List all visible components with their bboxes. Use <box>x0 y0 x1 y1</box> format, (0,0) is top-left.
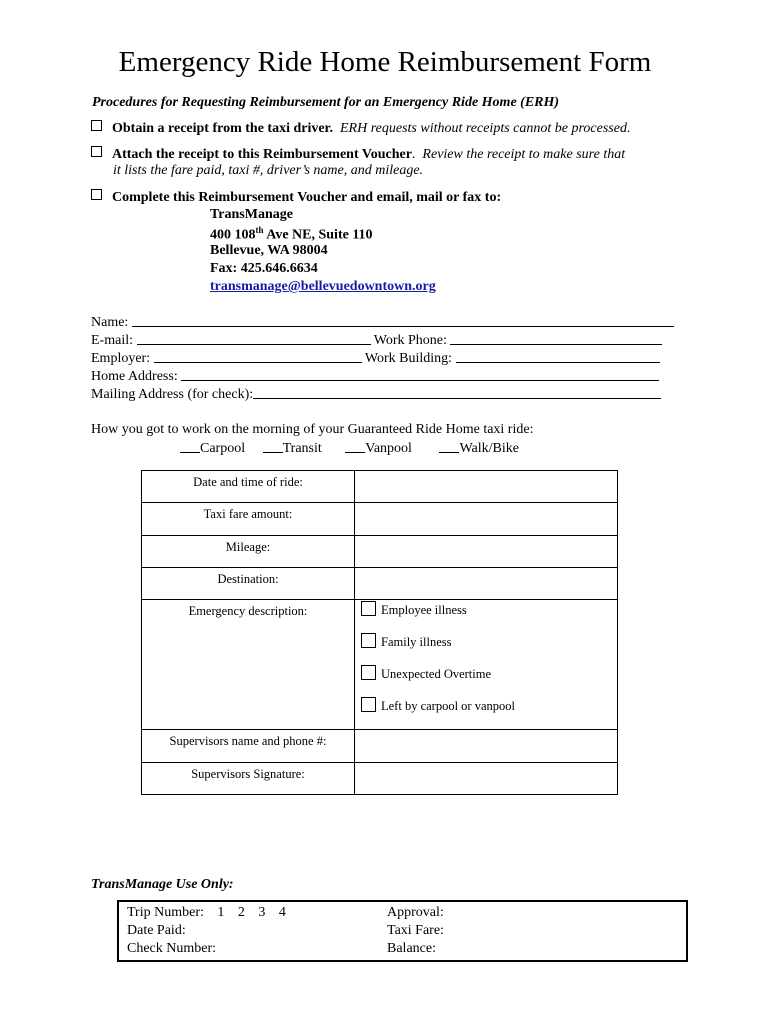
checkbox-icon <box>91 120 102 131</box>
table-row <box>142 600 618 730</box>
supervisor-signature-label: Supervisors Signature: <box>142 763 355 795</box>
trip-option[interactable]: 2 <box>237 905 245 920</box>
table-row <box>142 536 618 568</box>
street-sup: th <box>255 225 264 235</box>
table-row <box>142 730 618 763</box>
home-address-label: Home Address: <box>91 369 178 384</box>
step-1-note: ERH requests without receipts cannot be processed. <box>340 121 631 136</box>
destination-label: Destination: <box>142 568 355 600</box>
trip-option[interactable]: 3 <box>258 905 266 920</box>
address-city: Bellevue, WA 98004 <box>210 243 328 258</box>
mailing-address-label: Mailing Address (for check): <box>91 387 254 402</box>
option-label: Employee illness <box>381 603 467 617</box>
trip-option[interactable]: 4 <box>278 905 286 920</box>
option-label: Family illness <box>381 635 452 649</box>
commute-carpool: Carpool <box>200 441 246 456</box>
checkbox-icon[interactable] <box>361 665 376 680</box>
mileage-label: Mileage: <box>142 536 355 568</box>
work-phone-label: Work Phone: <box>373 333 447 348</box>
email-label: E-mail: <box>91 333 133 348</box>
employer-label: Employer: <box>91 351 151 366</box>
option-label: Unexpected Overtime <box>381 667 492 681</box>
page-title: Emergency Ride Home Reimbursement Form <box>118 46 652 78</box>
option-left-by-carpool[interactable] <box>355 697 617 729</box>
vanpool-blank[interactable] <box>345 440 365 453</box>
carpool-blank[interactable] <box>180 440 200 453</box>
date-time-input[interactable] <box>355 471 618 503</box>
supervisor-name-input[interactable] <box>355 730 618 763</box>
check-number-label: Check Number: <box>127 941 217 956</box>
office-use-heading: TransManage Use Only: <box>91 877 234 892</box>
walk-bike-blank[interactable] <box>439 440 459 453</box>
work-building-label: Work Building: <box>364 351 453 366</box>
commute-transit: Transit <box>282 441 322 456</box>
commute-question: How you got to work on the morning of your Guaranteed Ride Home taxi ride: <box>91 422 534 437</box>
commute-walk-bike: Walk/Bike <box>459 441 519 456</box>
checkbox-icon <box>91 189 102 200</box>
option-label: Left by carpool or vanpool <box>381 699 515 713</box>
mailing-address-field[interactable] <box>91 386 661 403</box>
work-building-input-line[interactable] <box>456 350 660 363</box>
name-label: Name: <box>91 315 129 330</box>
address-org: TransManage <box>210 207 293 222</box>
street-number: 400 108 <box>210 227 256 243</box>
option-employee-illness[interactable] <box>355 601 617 633</box>
employer-field[interactable] <box>91 350 660 367</box>
checkbox-icon <box>91 146 102 157</box>
approval-label: Approval: <box>387 905 444 920</box>
table-row <box>142 503 618 536</box>
date-time-label: Date and time of ride: <box>142 471 355 503</box>
step-2: Attach the receipt to this Reimbursement Voucher. Review the receipt to make sure that <box>91 146 625 163</box>
address-street <box>210 225 373 244</box>
email-field[interactable] <box>91 332 662 349</box>
destination-input[interactable] <box>355 568 618 600</box>
address-email-link[interactable]: transmanage@bellevuedowntown.org <box>210 279 436 294</box>
emergency-options <box>355 600 618 730</box>
step-3 <box>91 189 501 206</box>
taxi-fare-label: Taxi Fare: <box>387 923 444 938</box>
table-row <box>142 471 618 503</box>
checkbox-icon[interactable] <box>361 697 376 712</box>
emergency-label: Emergency description: <box>142 600 355 730</box>
trip-number-label: Trip Number: <box>127 905 204 920</box>
name-input-line[interactable] <box>132 314 674 327</box>
home-address-input-line[interactable] <box>181 368 659 381</box>
procedures-heading: Procedures for Requesting Reimbursement for an Emergency Ride Home (ERH) <box>92 95 560 110</box>
checkbox-icon[interactable] <box>361 633 376 648</box>
supervisor-name-label: Supervisors name and phone #: <box>142 730 355 763</box>
trip-option[interactable]: 1 <box>217 905 225 920</box>
office-use-box <box>117 900 688 962</box>
commute-vanpool: Vanpool <box>365 441 412 456</box>
balance-label: Balance: <box>387 941 436 956</box>
supervisor-signature-input[interactable] <box>355 763 618 795</box>
email-input-line[interactable] <box>137 332 371 345</box>
option-family-illness[interactable] <box>355 633 617 665</box>
home-address-field[interactable] <box>91 368 659 385</box>
checkbox-icon[interactable] <box>361 601 376 616</box>
mailing-address-input-line[interactable] <box>253 386 661 399</box>
fare-label: Taxi fare amount: <box>142 503 355 536</box>
street-name: Ave NE, Suite 110 <box>263 227 373 243</box>
name-field[interactable] <box>91 314 674 331</box>
work-phone-input-line[interactable] <box>450 332 662 345</box>
trip-number-row <box>127 905 286 921</box>
employer-input-line[interactable] <box>154 350 362 363</box>
commute-options <box>180 440 519 457</box>
ride-details-table <box>141 470 618 795</box>
step-2-note-cont: it lists the fare paid, taxi #, driver’s name, and mileage. <box>113 163 424 178</box>
table-row <box>142 568 618 600</box>
mileage-input[interactable] <box>355 536 618 568</box>
option-unexpected-overtime[interactable] <box>355 665 617 697</box>
step-3-bold: Complete this Reimbursement Voucher and email, mail or fax to: <box>112 190 502 205</box>
transit-blank[interactable] <box>263 440 283 453</box>
step-1-bold: Obtain a receipt from the taxi driver. <box>112 121 333 136</box>
address-fax: Fax: 425.646.6634 <box>210 261 318 276</box>
date-paid-label: Date Paid: <box>127 923 186 938</box>
step-1 <box>91 120 630 137</box>
step-2-note: Review the receipt to make sure that <box>422 147 626 162</box>
step-2-bold: Attach the receipt to this Reimbursement Voucher <box>112 147 412 162</box>
table-row <box>142 763 618 795</box>
fare-input[interactable] <box>355 503 618 536</box>
